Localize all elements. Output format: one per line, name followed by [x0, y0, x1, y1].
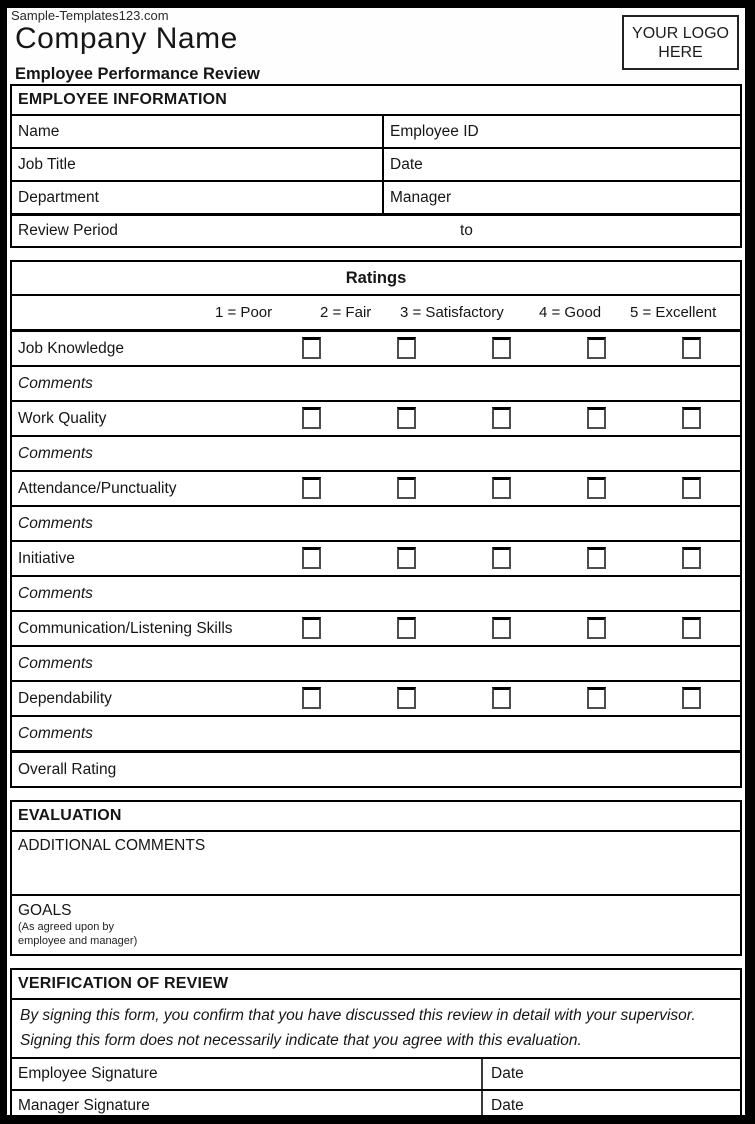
evaluation-section	[10, 800, 742, 956]
date-label: Date	[491, 1097, 524, 1114]
dependability-rating-4-checkbox[interactable]	[587, 687, 606, 709]
department-field[interactable]	[12, 182, 384, 213]
review-period-field[interactable]	[12, 216, 740, 246]
name-field[interactable]	[12, 116, 384, 147]
initiative-rating-1-checkbox[interactable]	[302, 547, 321, 569]
table-row	[12, 1091, 740, 1121]
comments-label: Comments	[18, 724, 93, 742]
rating-row-dependability	[12, 682, 740, 717]
employee-id-label: Employee ID	[390, 122, 479, 140]
table-row	[12, 149, 740, 182]
dependability-rating-2-checkbox[interactable]	[397, 687, 416, 709]
manager-label: Manager	[390, 188, 452, 206]
attendance-rating-3-checkbox[interactable]	[492, 477, 511, 499]
attendance-rating-4-checkbox[interactable]	[587, 477, 606, 499]
date-field[interactable]	[384, 149, 740, 180]
ratings-section	[10, 260, 742, 788]
communication-rating-2-checkbox[interactable]	[397, 617, 416, 639]
comments-label: Comments	[18, 444, 93, 462]
criterion-label: Job Knowledge	[18, 339, 124, 357]
work-quality-rating-3-checkbox[interactable]	[492, 407, 511, 429]
initiative-rating-3-checkbox[interactable]	[492, 547, 511, 569]
work-quality-rating-5-checkbox[interactable]	[682, 407, 701, 429]
initiative-rating-4-checkbox[interactable]	[587, 547, 606, 569]
criterion-label: Dependability	[18, 689, 112, 707]
rating-row-initiative	[12, 542, 740, 577]
form-title: Employee Performance Review	[15, 65, 260, 83]
initiative-rating-2-checkbox[interactable]	[397, 547, 416, 569]
scale-label-poor: 1 = Poor	[215, 304, 273, 321]
dependability-rating-5-checkbox[interactable]	[682, 687, 701, 709]
employee-information-section	[10, 84, 742, 248]
verification-header: VERIFICATION OF REVIEW	[12, 970, 740, 1000]
employee-information-header: EMPLOYEE INFORMATION	[12, 86, 740, 116]
ratings-title: Ratings	[12, 262, 740, 296]
manager-field[interactable]	[384, 182, 740, 213]
name-label: Name	[18, 122, 60, 140]
additional-comments-label: ADDITIONAL COMMENTS	[18, 837, 206, 854]
work-quality-rating-2-checkbox[interactable]	[397, 407, 416, 429]
initiative-comments-field[interactable]	[12, 577, 740, 612]
attendance-rating-5-checkbox[interactable]	[682, 477, 701, 499]
communication-rating-3-checkbox[interactable]	[492, 617, 511, 639]
employee-signature-field[interactable]	[12, 1059, 483, 1089]
manager-signature-field[interactable]	[12, 1091, 483, 1121]
review-period-label: Review Period	[18, 222, 118, 239]
watermark-text: Sample-Templates123.com	[11, 8, 169, 23]
overall-rating-label: Overall Rating	[18, 760, 117, 778]
job-title-field[interactable]	[12, 149, 384, 180]
job-knowledge-rating-5-checkbox[interactable]	[682, 337, 701, 359]
table-row	[12, 116, 740, 149]
rating-scale-row	[12, 296, 740, 332]
job-knowledge-rating-2-checkbox[interactable]	[397, 337, 416, 359]
manager-signature-date-field[interactable]	[483, 1091, 740, 1121]
rating-row-job-knowledge	[12, 332, 740, 367]
department-label: Department	[18, 188, 99, 206]
work-quality-comments-field[interactable]	[12, 437, 740, 472]
logo-placeholder-text: YOUR LOGO HERE	[632, 24, 729, 61]
employee-signature-label: Employee Signature	[18, 1065, 158, 1082]
verification-statement: By signing this form, you confirm that you have discussed this review in detail with your supervisor. Signing this form does not necessarily indicate that you agree with this evaluation.	[12, 1000, 740, 1059]
comments-label: Comments	[18, 654, 93, 672]
attendance-comments-field[interactable]	[12, 507, 740, 542]
attendance-rating-2-checkbox[interactable]	[397, 477, 416, 499]
attendance-rating-1-checkbox[interactable]	[302, 477, 321, 499]
overall-rating-field[interactable]	[12, 753, 740, 786]
communication-rating-5-checkbox[interactable]	[682, 617, 701, 639]
comments-label: Comments	[18, 514, 93, 532]
evaluation-header: EVALUATION	[12, 802, 740, 832]
work-quality-rating-1-checkbox[interactable]	[302, 407, 321, 429]
initiative-rating-5-checkbox[interactable]	[682, 547, 701, 569]
job-title-label: Job Title	[18, 155, 76, 173]
dependability-rating-3-checkbox[interactable]	[492, 687, 511, 709]
rating-row-work-quality	[12, 402, 740, 437]
employee-id-field[interactable]	[384, 116, 740, 147]
table-row	[12, 1059, 740, 1091]
job-knowledge-rating-3-checkbox[interactable]	[492, 337, 511, 359]
criterion-label: Initiative	[18, 549, 75, 567]
comments-label: Comments	[18, 584, 93, 602]
scale-label-satisfactory: 3 = Satisfactory	[400, 304, 504, 321]
goals-field[interactable]	[12, 896, 740, 954]
logo-placeholder-box	[622, 15, 739, 70]
verification-section	[10, 968, 742, 1123]
employee-signature-date-field[interactable]	[483, 1059, 740, 1089]
dependability-rating-1-checkbox[interactable]	[302, 687, 321, 709]
job-knowledge-rating-1-checkbox[interactable]	[302, 337, 321, 359]
date-label: Date	[390, 155, 423, 173]
criterion-label: Attendance/Punctuality	[18, 479, 177, 497]
communication-comments-field[interactable]	[12, 647, 740, 682]
scale-label-fair: 2 = Fair	[320, 304, 372, 321]
rating-row-communication-listening	[12, 612, 740, 647]
review-period-to-label: to	[460, 222, 473, 239]
communication-rating-1-checkbox[interactable]	[302, 617, 321, 639]
scale-label-good: 4 = Good	[539, 304, 602, 321]
scale-label-excellent: 5 = Excellent	[630, 304, 717, 321]
manager-signature-label: Manager Signature	[18, 1097, 150, 1114]
criterion-label: Communication/Listening Skills	[18, 619, 233, 637]
job-knowledge-comments-field[interactable]	[12, 367, 740, 402]
additional-comments-field[interactable]	[12, 832, 740, 896]
communication-rating-4-checkbox[interactable]	[587, 617, 606, 639]
page-header	[10, 8, 742, 84]
goals-label: GOALS	[18, 902, 72, 919]
table-row	[12, 182, 740, 216]
date-label: Date	[491, 1065, 524, 1082]
rating-row-attendance-punctuality	[12, 472, 740, 507]
dependability-comments-field[interactable]	[12, 717, 740, 753]
company-name: Company Name	[15, 22, 238, 55]
work-quality-rating-4-checkbox[interactable]	[587, 407, 606, 429]
comments-label: Comments	[18, 374, 93, 392]
criterion-label: Work Quality	[18, 409, 107, 427]
goals-note: (As agreed upon by employee and manager)	[18, 921, 138, 947]
job-knowledge-rating-4-checkbox[interactable]	[587, 337, 606, 359]
